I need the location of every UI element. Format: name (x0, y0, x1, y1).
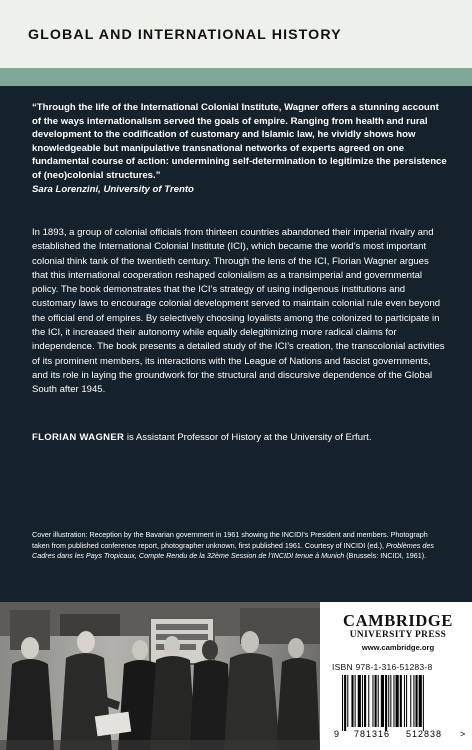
series-title: GLOBAL AND INTERNATIONAL HISTORY (28, 27, 342, 43)
publisher-url: www.cambridge.org (361, 643, 435, 652)
barcode-bar (358, 675, 361, 727)
accent-stripe (0, 68, 472, 86)
barcode-bar (362, 675, 363, 727)
credit-publication: (Brussels: INCIDI, 1961). (344, 551, 427, 561)
barcode-bar (351, 675, 353, 727)
isbn-number: ISBN 978-1-316-51283-8 (332, 662, 433, 672)
barcode-bar (344, 675, 346, 731)
author-bio (32, 431, 447, 445)
isbn-barcode (332, 675, 466, 739)
barcode-arrow: > (460, 729, 466, 739)
barcode-bar (368, 675, 369, 727)
barcode-bar (342, 675, 343, 731)
barcode-bar (413, 675, 414, 727)
barcode-bar (355, 675, 356, 727)
barcode-left-digits: 781316 (353, 729, 391, 739)
publisher-block (320, 602, 472, 750)
barcode-bar (416, 675, 418, 727)
publisher-subtitle: UNIVERSITY PRESS (349, 630, 447, 640)
endorsement-quote (32, 101, 447, 196)
barcode-bar (372, 675, 373, 727)
barcode-bar (404, 675, 405, 727)
series-band (0, 0, 472, 68)
barcode-lead-digit: 9 (334, 729, 340, 739)
barcode-bar (396, 675, 399, 727)
barcode-bar (381, 675, 384, 727)
barcode-bar (347, 675, 348, 727)
quote-attribution: Sara Lorenzini, University of Trento (32, 183, 194, 195)
barcode-bar (419, 675, 422, 727)
barcode-bar (388, 675, 389, 727)
barcode-bar (406, 675, 407, 727)
barcode-bar (364, 675, 366, 727)
quote-text: “Through the life of the International Colonial Institute, Wagner offers a stunning account of the ways internationalism served the goals of empire. Ranging from health and rural development to the codification of customary and Islamic law, he vividly shows how knowledgeable but manipulative transnational networks of experts agreed on one fundamental course of action: undermining self-determination to legitimize the persistence of (neo)colonial structures.” (32, 102, 447, 181)
barcode-bar (385, 675, 387, 731)
book-description: In 1893, a group of colonial officials from thirteen countries abandoned their imperial rivalry and established the International Colonial Institute (ICI), which became the world’s most important colonial think tank of the twentieth century. Through the lens of the ICI, Florian Wagner argues that this international cooperation reshaped colonialism as a transimperial and governmental policy. The book demonstrates that the ICI’s strategy of using indigenous institutions and customary laws to encourage colonial development served to maintain colonial rule even beyond the official end of empires. By selectively choosing loyalists among the colonized to participate in the ICI, it increased their autonomy while equally delegitimizing more radical claims for independence. The book presents a detailed study of the ICI’s creation, the transcolonial activities of its prominent members, its interactions with the League of Nations and fascist governments, and its role in laying the groundwork for the structural and discursive dependence of the Global South after 1945. (32, 227, 445, 396)
barcode-bar (400, 675, 402, 727)
barcode-bar (378, 675, 379, 727)
credit-text: Cover illustration: Reception by the Bavarian government in 1961 showing the INCIDI’s President and members. Photograph taken from published conference report, photographer unknown, first published 1961. Courtesy of INCIDI (ed.), (32, 530, 428, 550)
barcode-bar (393, 675, 394, 727)
barcode-bar (410, 675, 411, 727)
barcode-bar (423, 675, 424, 731)
cover-photograph (0, 602, 320, 750)
barcode-bar (375, 675, 377, 727)
credit-book-title: Problèmes des Cadres dans les Pays Tropicaux, Compte Rendu de la 32ème Session de l’INCIDI tenue à Munich (32, 540, 434, 561)
barcode-right-digits: 512838 (405, 729, 443, 739)
author-name: FLORIAN WAGNER (32, 432, 125, 443)
barcode-bar (390, 675, 391, 727)
cover-credit (32, 530, 442, 562)
photograph-image (0, 602, 320, 750)
author-bio-text: is Assistant Professor of History at the University of Erfurt. (124, 432, 372, 443)
publisher-name: CAMBRIDGE (343, 611, 453, 630)
